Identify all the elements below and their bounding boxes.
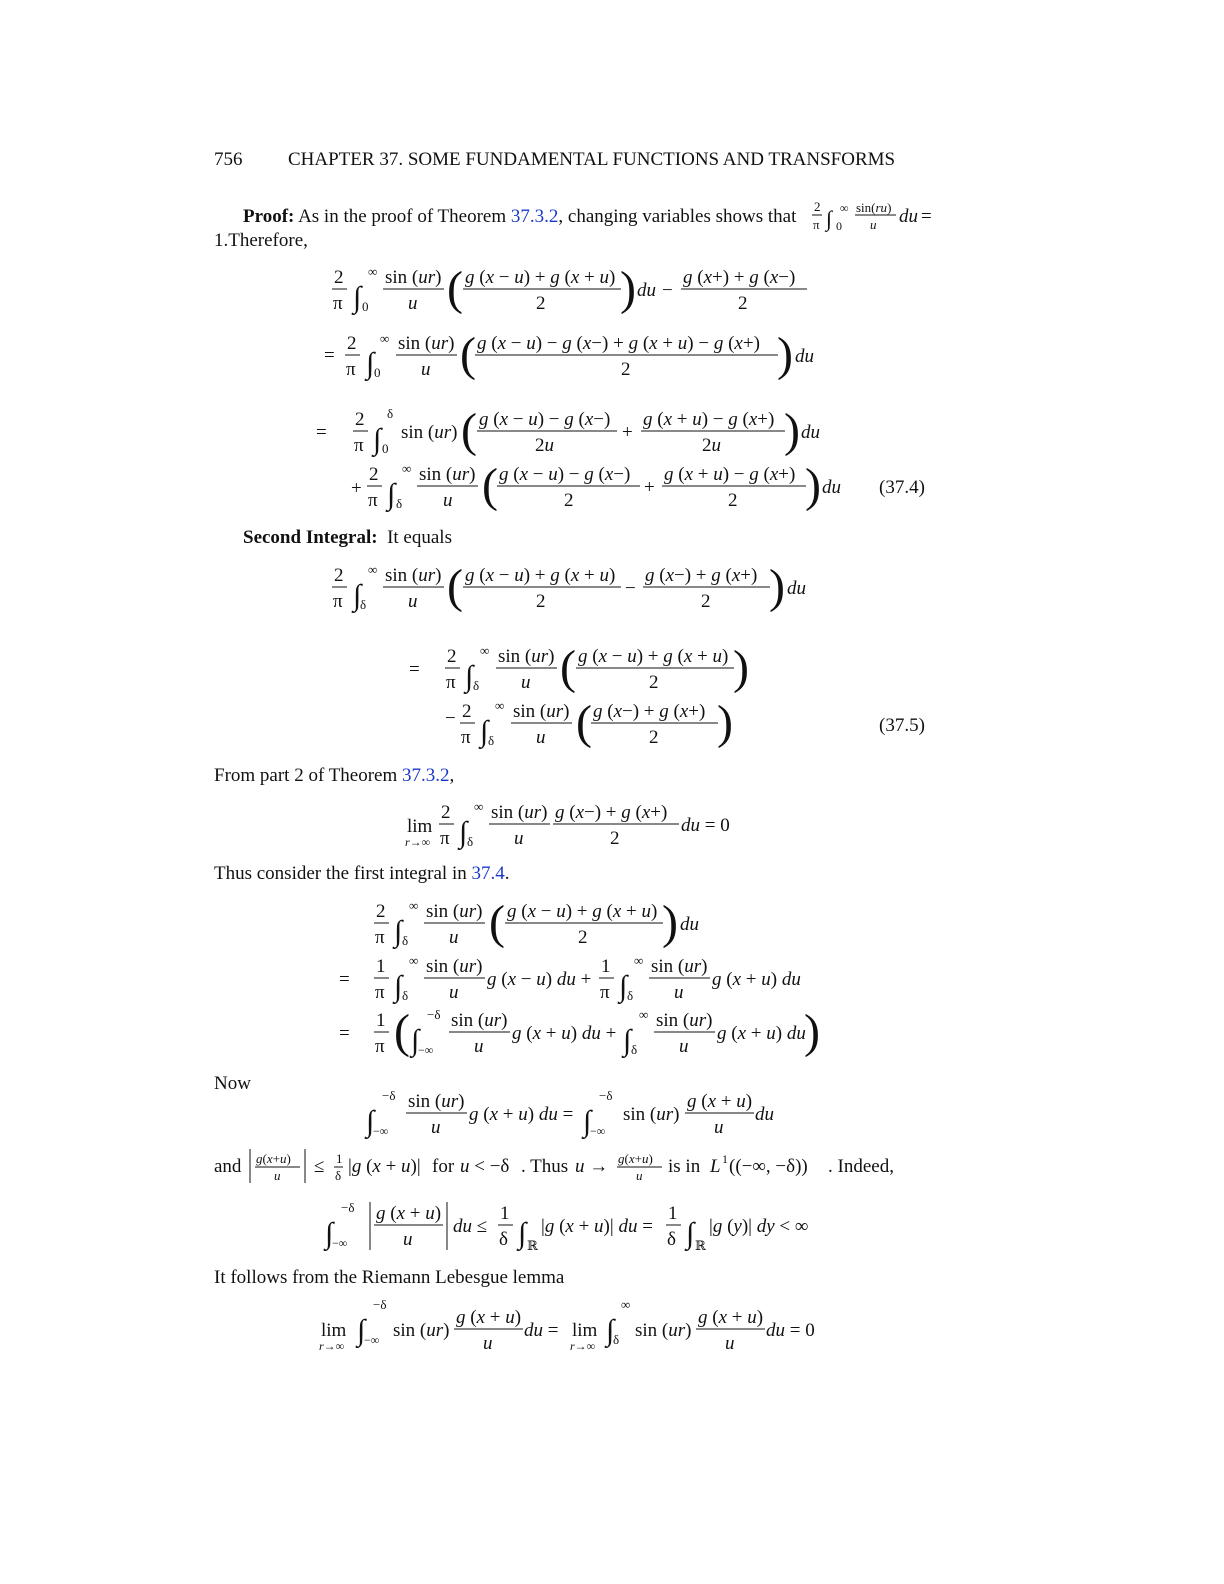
- from-part-text: From part 2 of Theorem: [214, 765, 398, 786]
- svg-text:δ: δ: [402, 988, 409, 1003]
- equation-tag-37-4: (37.4): [879, 477, 925, 498]
- svg-text:sin (ur): sin (ur): [426, 901, 483, 922]
- svg-text:|g (x + u)| du =: |g (x + u)| du =: [541, 1216, 653, 1237]
- svg-text:∞: ∞: [480, 643, 490, 658]
- svg-text:sin (ur): sin (ur): [398, 333, 455, 354]
- svg-text:(: (: [489, 896, 505, 949]
- svg-text:g (x+) + g (x−): g (x+) + g (x−): [683, 267, 796, 288]
- svg-text:1: 1: [722, 1152, 728, 1166]
- svg-text:g (x − u) + g (x + u): g (x − u) + g (x + u): [578, 646, 729, 667]
- svg-text:∞: ∞: [380, 331, 390, 346]
- is-in-word: is in: [668, 1156, 701, 1177]
- svg-text:δ: δ: [613, 1332, 620, 1347]
- svg-text:2: 2: [355, 409, 365, 430]
- svg-text:2: 2: [728, 490, 738, 511]
- svg-text:1: 1: [376, 1010, 386, 1031]
- svg-text:): ): [662, 896, 678, 949]
- svg-text:sin (ur): sin (ur): [451, 1010, 508, 1031]
- svg-text:u: u: [474, 1036, 484, 1057]
- svg-text:g (x + u) du: g (x + u) du: [712, 969, 801, 990]
- page-number: 756: [214, 149, 243, 170]
- svg-text:−δ: −δ: [373, 1297, 387, 1312]
- riemann-text: It follows from the Riemann Lebesgue lemma: [214, 1267, 565, 1288]
- svg-text:g (x + u): g (x + u): [456, 1307, 522, 1328]
- svg-text:∞: ∞: [409, 898, 419, 913]
- svg-text:∫: ∫: [465, 660, 474, 693]
- svg-text:(: (: [394, 1005, 410, 1058]
- svg-text:π: π: [375, 1036, 385, 1057]
- proof-label: Proof:: [243, 206, 295, 227]
- svg-text:g (x−) + g (x+): g (x−) + g (x+): [645, 565, 758, 586]
- eq-block1-line3: [316, 404, 820, 458]
- svg-text:g (x − u) + g (x + u): g (x − u) + g (x + u): [465, 565, 616, 586]
- svg-text:δ: δ: [499, 1229, 508, 1250]
- svg-text:u: u: [449, 927, 459, 948]
- svg-text:+: +: [644, 477, 655, 498]
- svg-text:−∞: −∞: [590, 1124, 606, 1138]
- svg-text:sin (ur): sin (ur): [393, 1320, 450, 1341]
- svg-text:u: u: [521, 672, 531, 693]
- svg-text:∫: ∫: [387, 478, 396, 511]
- svg-text:∫: ∫: [353, 281, 362, 314]
- svg-text:∫: ∫: [459, 816, 468, 849]
- svg-text:2: 2: [447, 646, 457, 667]
- svg-text:∫: ∫: [583, 1105, 592, 1138]
- svg-text:g (x−) + g (x+): g (x−) + g (x+): [555, 802, 668, 823]
- svg-text:∫: ∫: [826, 206, 833, 231]
- svg-text:du: du: [795, 346, 814, 367]
- inline-and-line-math: [250, 1149, 894, 1183]
- svg-text:u: u: [403, 1229, 413, 1250]
- svg-text:δ: δ: [667, 1229, 676, 1250]
- svg-text:ℝ: ℝ: [527, 1238, 538, 1253]
- svg-text:u: u: [431, 1117, 441, 1138]
- svg-text:≤: ≤: [314, 1156, 325, 1177]
- svg-text:g(x+u): g(x+u): [618, 1151, 653, 1166]
- svg-text:2: 2: [347, 333, 357, 354]
- svg-text:|g (x + u)|: |g (x + u)|: [348, 1156, 421, 1177]
- for-word: for: [432, 1156, 455, 1177]
- svg-text:g (x − u) − g (x−) + g (x + u): g (x − u) − g (x−) + g (x + u) − g (x+): [477, 333, 760, 354]
- svg-text:lim: lim: [572, 1320, 598, 1341]
- svg-text:∫: ∫: [623, 1024, 632, 1057]
- eq-block1-line4: [351, 459, 841, 513]
- svg-text:π: π: [446, 672, 456, 693]
- svg-text:π: π: [461, 727, 471, 748]
- svg-text:0: 0: [836, 219, 842, 233]
- svg-text:2: 2: [578, 927, 588, 948]
- svg-text:sin (ur): sin (ur): [623, 1104, 680, 1125]
- svg-text:sin (ur): sin (ur): [656, 1010, 713, 1031]
- eq-block2-line2: [445, 696, 733, 750]
- svg-text:∫: ∫: [686, 1217, 695, 1250]
- eq-first-integral-line2: [339, 953, 801, 1005]
- svg-text:+: +: [622, 422, 633, 443]
- svg-text:): ): [620, 262, 636, 315]
- svg-text:u: u: [449, 982, 459, 1003]
- svg-text:du: du: [787, 578, 806, 599]
- svg-text:u: u: [483, 1333, 493, 1354]
- svg-text:u: u: [870, 217, 877, 232]
- svg-text:=: =: [324, 345, 335, 366]
- svg-text:): ): [805, 459, 821, 512]
- svg-text:π: π: [368, 490, 378, 511]
- svg-text:u: u: [421, 359, 431, 380]
- thus-word: . Thus: [521, 1156, 569, 1177]
- proof-text-1: As in the proof of Theorem: [298, 206, 507, 227]
- svg-text:u: u: [274, 1168, 281, 1183]
- svg-text:−∞: −∞: [332, 1236, 348, 1250]
- eq-riemann-lebesgue: [319, 1297, 815, 1354]
- svg-text:g (x + u): g (x + u): [687, 1091, 753, 1112]
- svg-text:−: −: [662, 280, 673, 301]
- svg-text:(: (: [560, 641, 576, 694]
- svg-text:du: du: [680, 914, 699, 935]
- svg-text:2: 2: [376, 901, 386, 922]
- svg-text:du ≤: du ≤: [453, 1216, 488, 1237]
- svg-text:∫: ∫: [353, 579, 362, 612]
- svg-text:u: u: [514, 828, 524, 849]
- svg-text:): ): [804, 1005, 820, 1058]
- thus-consider-suffix: .: [504, 863, 510, 884]
- svg-text:du = 0: du = 0: [766, 1320, 815, 1341]
- svg-text:π: π: [440, 828, 450, 849]
- svg-text:0: 0: [374, 365, 381, 380]
- svg-text:g (x − u) − g (x−): g (x − u) − g (x−): [479, 409, 611, 430]
- svg-text:∞: ∞: [634, 953, 644, 968]
- svg-text:g (x + u) du: g (x + u) du: [717, 1023, 806, 1044]
- svg-text:u →: u →: [575, 1156, 609, 1177]
- svg-text:2: 2: [536, 293, 546, 314]
- svg-text:u: u: [725, 1333, 735, 1354]
- svg-text:∞: ∞: [402, 461, 412, 476]
- svg-text:δ: δ: [473, 678, 480, 693]
- indeed-word: . Indeed,: [828, 1156, 894, 1177]
- svg-text:2: 2: [334, 565, 344, 586]
- svg-text:π: π: [354, 435, 364, 456]
- svg-text:2: 2: [610, 828, 620, 849]
- svg-text:1: 1: [500, 1203, 510, 1224]
- svg-text:2: 2: [369, 464, 379, 485]
- svg-text:∫: ∫: [394, 970, 403, 1003]
- svg-text:1: 1: [668, 1203, 678, 1224]
- eq-block1-line2: [324, 328, 814, 382]
- svg-text:∞: ∞: [495, 698, 505, 713]
- svg-text:∞: ∞: [621, 1297, 631, 1312]
- svg-text:∫: ∫: [480, 715, 489, 748]
- eq-first-integral-line1: [374, 896, 699, 950]
- svg-text:u: u: [674, 982, 684, 1003]
- svg-text:=: =: [339, 969, 350, 990]
- svg-text:lim: lim: [407, 816, 433, 837]
- svg-text:π: π: [813, 217, 820, 232]
- svg-text:sin (ur): sin (ur): [419, 464, 476, 485]
- svg-text:δ: δ: [488, 733, 495, 748]
- svg-text:π: π: [346, 359, 356, 380]
- proof-text-2: , changing variables shows that: [558, 206, 797, 227]
- svg-text:π: π: [600, 982, 610, 1003]
- svg-text:g (x + u) du +: g (x + u) du +: [512, 1023, 617, 1044]
- eq-block1-line1: [332, 262, 807, 316]
- and-word: and: [214, 1156, 242, 1177]
- svg-text:r→∞: r→∞: [319, 1339, 345, 1353]
- chapter-title: CHAPTER 37. SOME FUNDAMENTAL FUNCTIONS AND TRANSFORMS: [288, 149, 896, 170]
- svg-text:u: u: [636, 1168, 643, 1183]
- svg-text:(: (: [460, 328, 476, 381]
- svg-text:sin (ur): sin (ur): [491, 802, 548, 823]
- svg-text:1: 1: [376, 956, 386, 977]
- svg-text:δ: δ: [335, 1168, 342, 1183]
- svg-text:du: du: [899, 206, 918, 227]
- eq-second-integral: [332, 560, 806, 614]
- svg-text:): ): [777, 328, 793, 381]
- svg-text:2: 2: [649, 727, 659, 748]
- svg-text:sin (ur): sin (ur): [651, 956, 708, 977]
- svg-text:g (x + u): g (x + u): [376, 1203, 442, 1224]
- svg-text:−∞: −∞: [364, 1333, 380, 1347]
- svg-text:2u: 2u: [535, 435, 554, 456]
- equation-tag-37-5: (37.5): [879, 715, 925, 736]
- svg-text:sin (ur): sin (ur): [498, 646, 555, 667]
- svg-text:(: (: [447, 560, 463, 613]
- svg-text:π: π: [333, 591, 343, 612]
- svg-text:=: =: [339, 1023, 350, 1044]
- svg-text:g(x+u): g(x+u): [256, 1151, 291, 1166]
- svg-text:): ): [733, 641, 749, 694]
- svg-text:sin (ur): sin (ur): [408, 1091, 465, 1112]
- svg-text:ℝ: ℝ: [695, 1238, 706, 1253]
- svg-text:0: 0: [362, 299, 369, 314]
- svg-text:g (x−) + g (x+): g (x−) + g (x+): [593, 701, 706, 722]
- svg-text:2: 2: [621, 359, 631, 380]
- svg-text:∫: ∫: [373, 423, 382, 456]
- svg-text:1: 1: [601, 956, 611, 977]
- svg-text:δ: δ: [387, 406, 394, 421]
- svg-text:∞: ∞: [368, 562, 378, 577]
- svg-text:∞: ∞: [409, 953, 419, 968]
- svg-text:π: π: [375, 982, 385, 1003]
- svg-text:): ): [784, 404, 800, 457]
- svg-text:∞: ∞: [368, 264, 378, 279]
- svg-text:∫: ∫: [325, 1217, 334, 1250]
- svg-text:g (x + u) − g (x+): g (x + u) − g (x+): [643, 409, 775, 430]
- svg-text:−δ: −δ: [427, 1007, 441, 1022]
- svg-text:2: 2: [814, 199, 821, 214]
- svg-text:∫: ∫: [394, 915, 403, 948]
- svg-text:2: 2: [334, 267, 344, 288]
- svg-text:g (x − u) + g (x + u): g (x − u) + g (x + u): [507, 901, 658, 922]
- svg-text:u: u: [679, 1036, 689, 1057]
- svg-text:δ: δ: [627, 988, 634, 1003]
- svg-text:2: 2: [441, 802, 451, 823]
- svg-text:du: du: [822, 477, 841, 498]
- svg-text:du: du: [755, 1104, 774, 1125]
- svg-text:0: 0: [382, 441, 389, 456]
- svg-text:δ: δ: [402, 933, 409, 948]
- svg-text:u: u: [443, 490, 453, 511]
- svg-text:δ: δ: [396, 496, 403, 511]
- svg-text:r→∞: r→∞: [570, 1339, 596, 1353]
- svg-text:sin(ru): sin(ru): [856, 200, 892, 215]
- svg-text:1: 1: [336, 1151, 343, 1166]
- svg-text:+: +: [351, 478, 362, 499]
- svg-text:−: −: [445, 708, 456, 729]
- proof-continuation: 1.Therefore,: [214, 230, 308, 251]
- svg-text:|g (y)| dy < ∞: |g (y)| dy < ∞: [709, 1216, 809, 1237]
- svg-text:δ: δ: [631, 1042, 638, 1057]
- svg-text:−δ: −δ: [341, 1200, 355, 1215]
- svg-text:g (x + u): g (x + u): [698, 1307, 764, 1328]
- svg-text:2u: 2u: [702, 435, 721, 456]
- eq-limit-zero: [405, 799, 730, 851]
- svg-text:(: (: [576, 696, 592, 749]
- svg-text:sin (ur): sin (ur): [513, 701, 570, 722]
- svg-text:δ: δ: [467, 834, 474, 849]
- theorem-link-1[interactable]: 37.3.2: [510, 206, 559, 227]
- svg-text:2: 2: [738, 293, 748, 314]
- svg-text:du = 0: du = 0: [681, 815, 730, 836]
- second-integral-text: It equals: [387, 527, 452, 548]
- svg-text:L: L: [710, 1156, 721, 1177]
- svg-text:g (x + u) du =: g (x + u) du =: [469, 1104, 574, 1125]
- svg-text:g (x − u) + g (x + u): g (x − u) + g (x + u): [465, 267, 616, 288]
- svg-text:sin (ur): sin (ur): [385, 267, 442, 288]
- svg-text:∞: ∞: [639, 1007, 649, 1022]
- svg-text:2: 2: [649, 672, 659, 693]
- svg-text:r→∞: r→∞: [405, 835, 431, 849]
- svg-text:−δ: −δ: [382, 1088, 396, 1103]
- second-integral-label: Second Integral:: [243, 527, 378, 548]
- thus-consider-text: Thus consider the first integral in: [214, 863, 467, 884]
- svg-text:∫: ∫: [619, 970, 628, 1003]
- svg-text:=: =: [316, 422, 327, 443]
- svg-text:(: (: [461, 404, 477, 457]
- svg-text:du =: du =: [524, 1320, 559, 1341]
- eq-block2-line1: [409, 641, 749, 695]
- svg-text:): ): [717, 696, 733, 749]
- svg-text:u: u: [408, 591, 418, 612]
- svg-text:u: u: [536, 727, 546, 748]
- svg-text:sin (ur): sin (ur): [385, 565, 442, 586]
- svg-text:−∞: −∞: [373, 1124, 389, 1138]
- svg-text:sin (ur): sin (ur): [401, 422, 458, 443]
- svg-text:∫: ∫: [366, 347, 375, 380]
- svg-text:u: u: [714, 1117, 724, 1138]
- inline-normalization-formula: [812, 199, 932, 233]
- svg-text:−δ: −δ: [599, 1088, 613, 1103]
- svg-text:): ): [769, 560, 785, 613]
- svg-text:u < −δ: u < −δ: [460, 1156, 510, 1177]
- svg-text:2: 2: [564, 490, 574, 511]
- svg-text:lim: lim: [321, 1320, 347, 1341]
- svg-text:g (x − u) du +: g (x − u) du +: [487, 969, 592, 990]
- equation-link-37-4[interactable]: 37.4: [471, 863, 505, 884]
- svg-text:g (x + u) − g (x+): g (x + u) − g (x+): [664, 464, 796, 485]
- svg-text:∫: ∫: [518, 1217, 527, 1250]
- svg-text:∫: ∫: [411, 1024, 420, 1057]
- eq-first-integral-line3: [339, 1005, 820, 1059]
- svg-text:du: du: [801, 422, 820, 443]
- svg-text:∞: ∞: [474, 799, 484, 814]
- svg-text:du: du: [637, 280, 656, 301]
- svg-text:((−∞, −δ)): ((−∞, −δ)): [729, 1156, 808, 1177]
- svg-text:=: =: [921, 206, 932, 227]
- svg-text:∞: ∞: [840, 201, 849, 215]
- svg-text:−: −: [625, 578, 636, 599]
- svg-text:2: 2: [462, 701, 472, 722]
- from-part-suffix: ,: [449, 765, 455, 786]
- svg-text:π: π: [333, 293, 343, 314]
- svg-text:2: 2: [536, 591, 546, 612]
- svg-text:(: (: [447, 262, 463, 315]
- theorem-link-2[interactable]: 37.3.2: [402, 765, 450, 786]
- svg-text:=: =: [409, 659, 420, 680]
- svg-text:2: 2: [701, 591, 711, 612]
- svg-text:sin (ur): sin (ur): [635, 1320, 692, 1341]
- svg-text:g (x − u) − g (x−): g (x − u) − g (x−): [499, 464, 631, 485]
- svg-text:π: π: [375, 927, 385, 948]
- svg-text:sin (ur): sin (ur): [426, 956, 483, 977]
- svg-text:−∞: −∞: [418, 1043, 434, 1057]
- eq-now: [364, 1088, 774, 1140]
- svg-text:δ: δ: [360, 597, 367, 612]
- svg-text:(: (: [482, 459, 498, 512]
- eq-l1-bound: [323, 1200, 808, 1253]
- svg-text:∫: ∫: [366, 1105, 375, 1138]
- svg-text:∫: ∫: [357, 1314, 366, 1347]
- now-label: Now: [214, 1073, 251, 1094]
- svg-text:∫: ∫: [606, 1314, 615, 1347]
- svg-text:u: u: [408, 293, 418, 314]
